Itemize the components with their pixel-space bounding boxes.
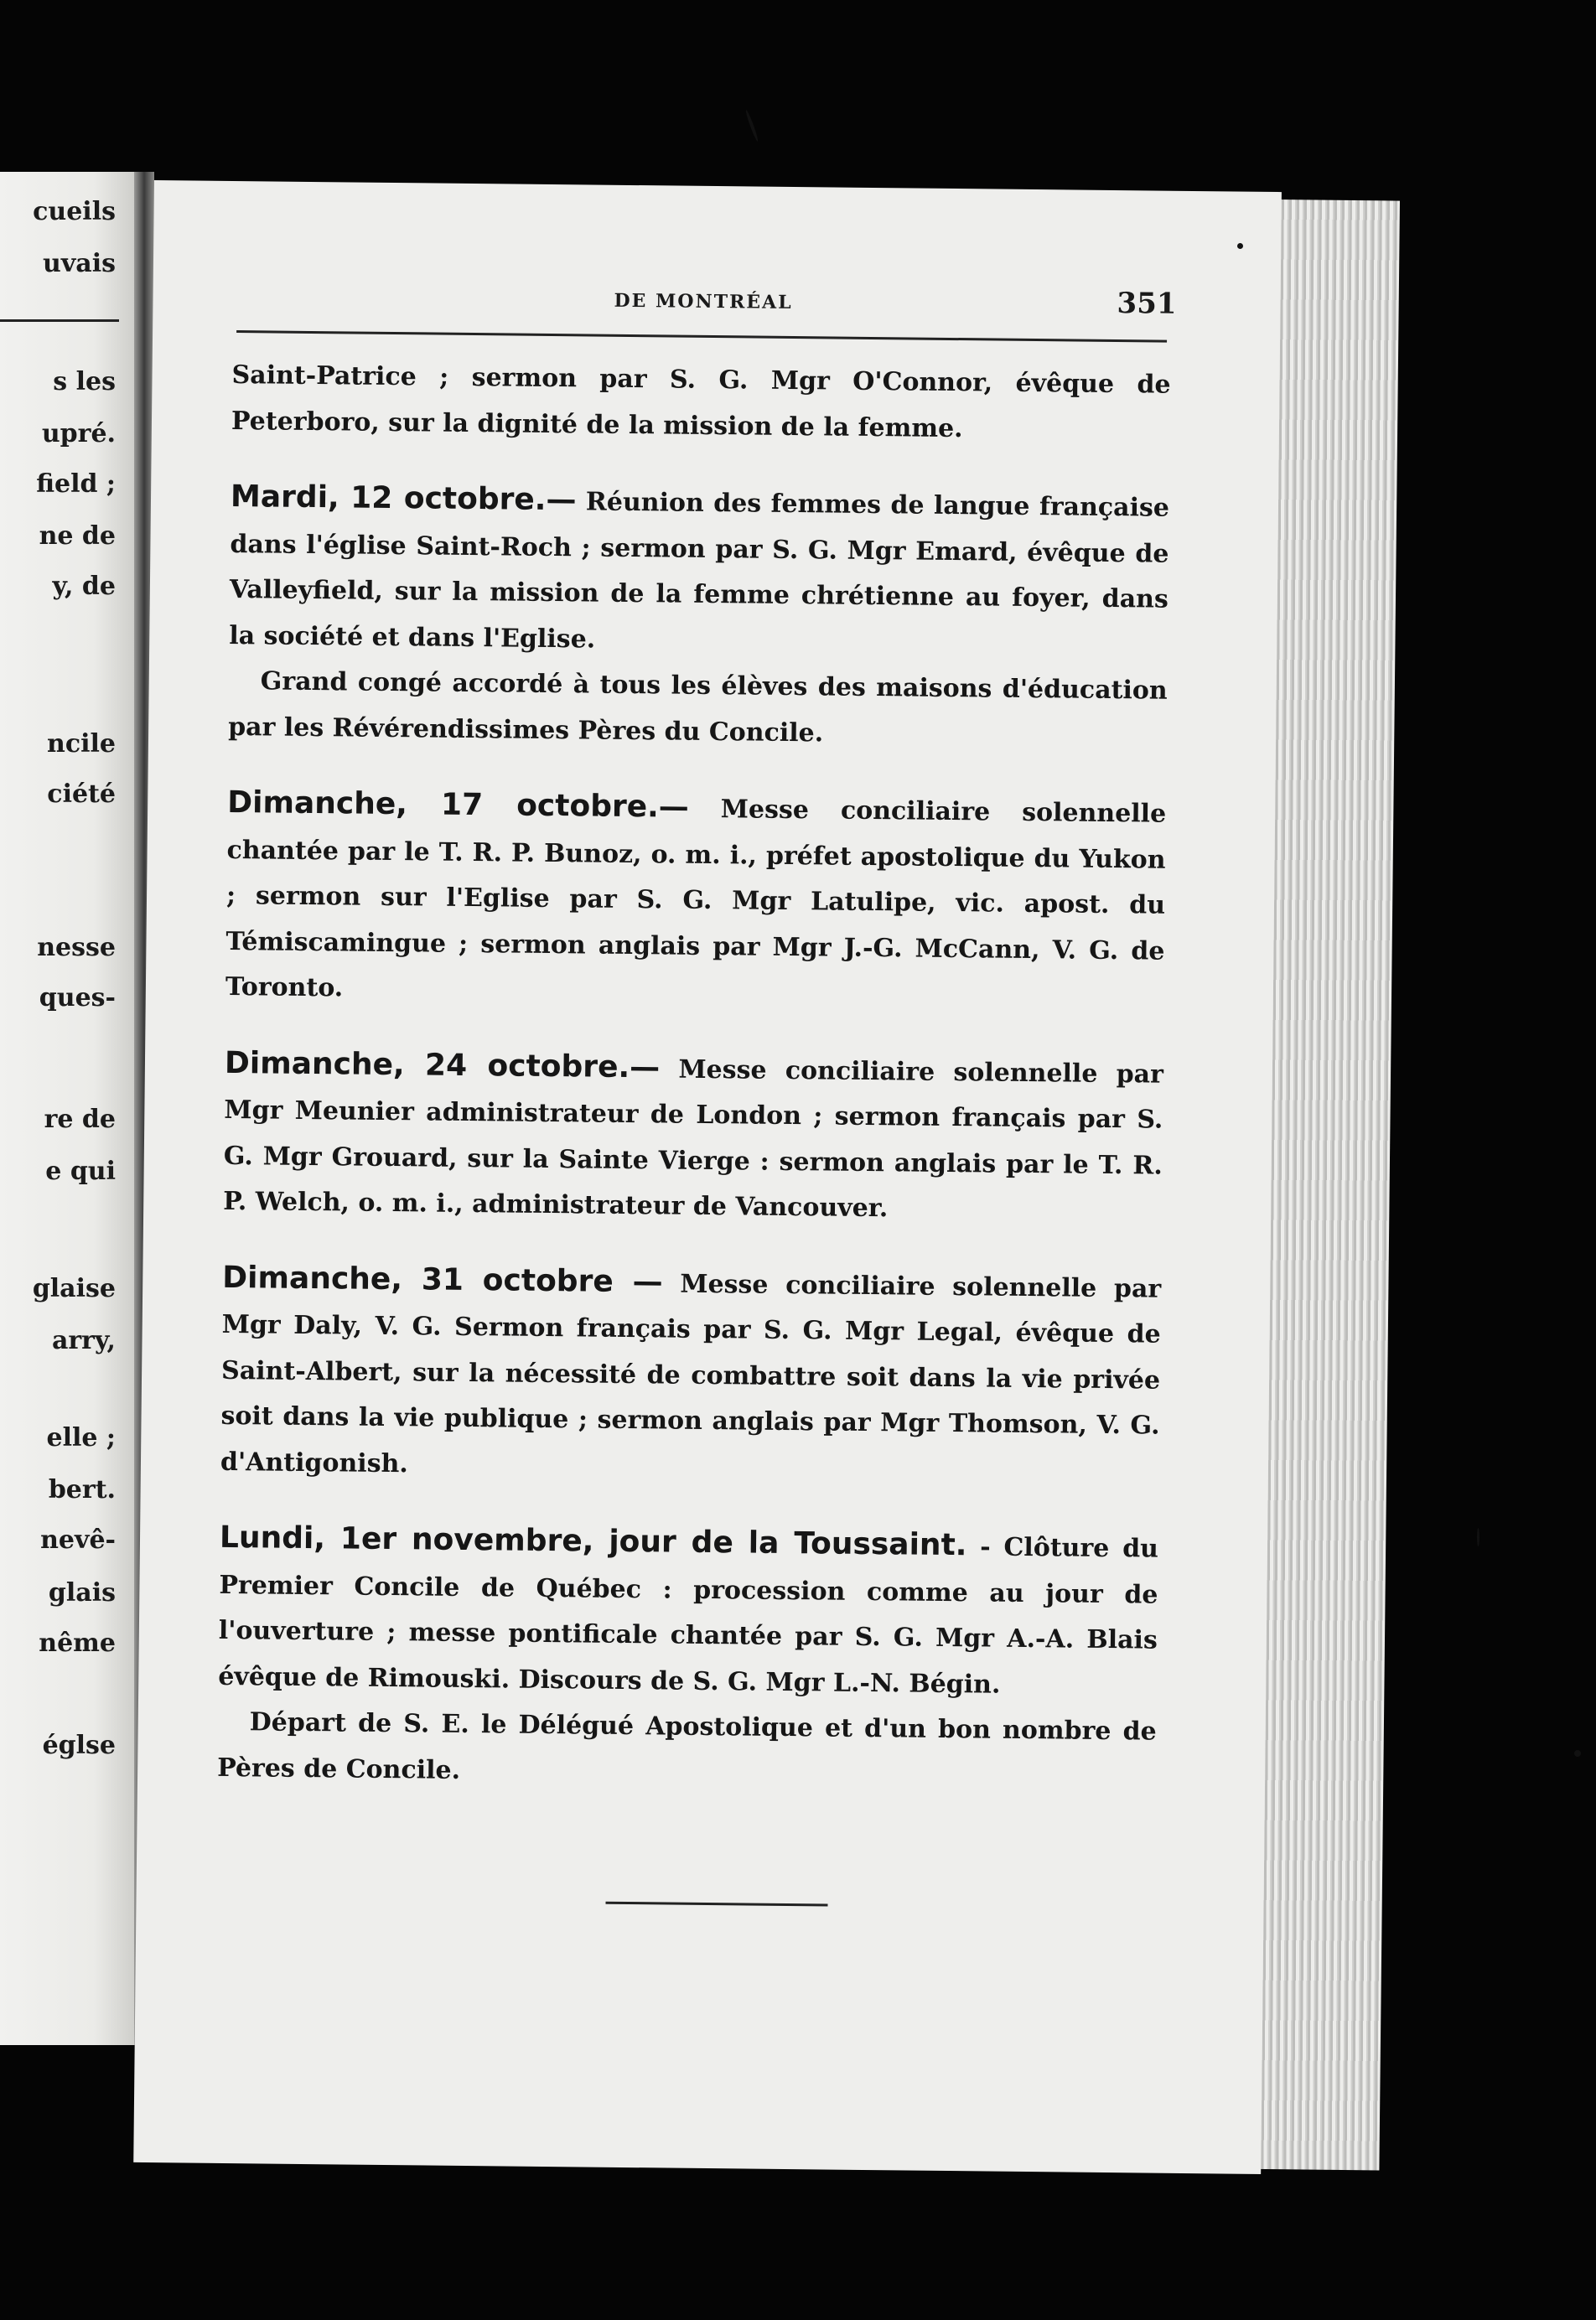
entry-heading: Lundi, 1er novembre, jour de la Toussaint. [219, 1520, 967, 1563]
entry-extra-paragraph: Départ de S. E. le Délégué Apostolique et d'un bon nombre de Pères de Concile. [216, 1707, 1157, 1785]
left-page-fragment-text: nevê- [40, 1525, 116, 1555]
entry-heading: Dimanche, 24 octobre.— [224, 1045, 661, 1085]
entry-text: - Clôture du Premier Concile de Québec : procession comme au jour de l'ouverture ; messe pontificale chantée par S. G. Mgr A.-A. Blais évêque de Rimouski. Discours de S. G. Mgr L.-N. Bégin. [218, 1532, 1159, 1700]
left-page-fragment-text: cueils [33, 197, 116, 226]
entry-paragraph [225, 780, 1167, 1020]
entry-dimanche-24-octobre [223, 1040, 1163, 1235]
entry-text: Messe conciliaire solennelle par Mgr Daly, V. G. Sermon français par S. G. Mgr Legal, évêque de Saint-Albert, sur la nécessité de combattre soit dans la vie privée soit dans la vie publique ; sermon anglais par Mgr Thomson, V. G. d'Antigonish. [220, 1268, 1162, 1478]
left-page-fragment-text: re de [44, 1105, 116, 1134]
entry-paragraph [223, 1040, 1163, 1235]
left-page-fragment [0, 172, 134, 2045]
left-page-fragment-text: e qui [45, 1157, 116, 1186]
left-page-fragment-text: ncile [47, 729, 116, 759]
left-page-fragment-text: s les [53, 367, 116, 396]
left-page-fragment-text: elle ; [46, 1423, 116, 1453]
entry-text: Réunion des femmes de langue française dans l'église Saint-Roch ; sermon par S. G. Mgr Emard, évêque de Valleyfield, sur la mission de la femme chrétienne au foyer, dans la société et dans l'Eglise. [229, 487, 1170, 655]
left-page-fragment-text: églse [42, 1731, 116, 1760]
entry-mardi-12-octobre [228, 474, 1169, 760]
page-number: 351 [1117, 287, 1177, 321]
entry-dimanche-31-octobre [220, 1255, 1162, 1494]
left-page-fragment-text: uvais [43, 249, 116, 278]
left-page-fragment-text: ques- [39, 983, 116, 1012]
left-page-fragment-text: nesse [37, 933, 116, 962]
intro-paragraph: Saint-Patrice ; sermon par S. G. Mgr O'Connor, évêque de Peterboro, sur la dignité de la mission de la femme. [231, 360, 1171, 443]
film-speck [1574, 1750, 1581, 1757]
film-speck [1477, 1528, 1479, 1546]
entry-text: Messe conciliaire solennelle chantée par le T. R. P. Bunoz, o. m. i., préfet apostolique du Yukon ; sermon sur l'Eglise par S. G. Mgr Latulipe, vic. apost. du Témiscamingue ; sermon anglais par Mgr J.-G. McCann, V. G. de Toronto. [225, 794, 1167, 1003]
entry-paragraph [218, 1515, 1158, 1710]
page-body [217, 353, 1171, 1801]
left-page-fragment-text: ne de [39, 521, 116, 551]
left-page-fragment-text: glaise [32, 1274, 116, 1303]
left-page-fragment-text: bert. [48, 1475, 116, 1504]
entry-lundi-1er-novembre [217, 1515, 1158, 1801]
left-page-fragment-text: nême [39, 1629, 116, 1658]
left-page-fragment-text: upré. [41, 419, 116, 448]
entry-heading: Dimanche, 17 octobre.— [227, 785, 690, 825]
book-page [133, 180, 1282, 2174]
entry-text: Messe conciliaire solennelle par Mgr Meunier administrateur de London ; sermon français par S. G. Mgr Grouard, sur la Sainte Vierge : sermon anglais par le T. R. P. Welch, o. m. i., administrateur de Vancouver. [223, 1054, 1164, 1224]
left-page-fragment-text: arry, [51, 1326, 116, 1355]
entry-heading: Dimanche, 31 octobre — [222, 1260, 663, 1299]
left-page-fragment-text: glais [48, 1578, 116, 1608]
left-header-rule [0, 319, 119, 322]
closing-rule [605, 1902, 827, 1907]
entry-paragraph [229, 474, 1169, 669]
film-speck [1237, 243, 1243, 249]
entry-paragraph [220, 1255, 1162, 1494]
running-header: DE MONTRÉAL [614, 289, 793, 313]
film-speck [744, 110, 759, 142]
left-page-fragment-text: ciété [47, 779, 116, 809]
header-rule [236, 330, 1167, 343]
entry-dimanche-17-octobre [225, 780, 1167, 1020]
left-page-fragment-text: y, de [52, 572, 116, 601]
left-page-fragment-text: field ; [36, 469, 116, 499]
entry-extra-paragraph: Grand congé accordé à tous les élèves des maisons d'éducation par les Révérendissimes Pères du Concile. [227, 666, 1168, 748]
entry-heading: Mardi, 12 octobre.— [230, 479, 577, 518]
